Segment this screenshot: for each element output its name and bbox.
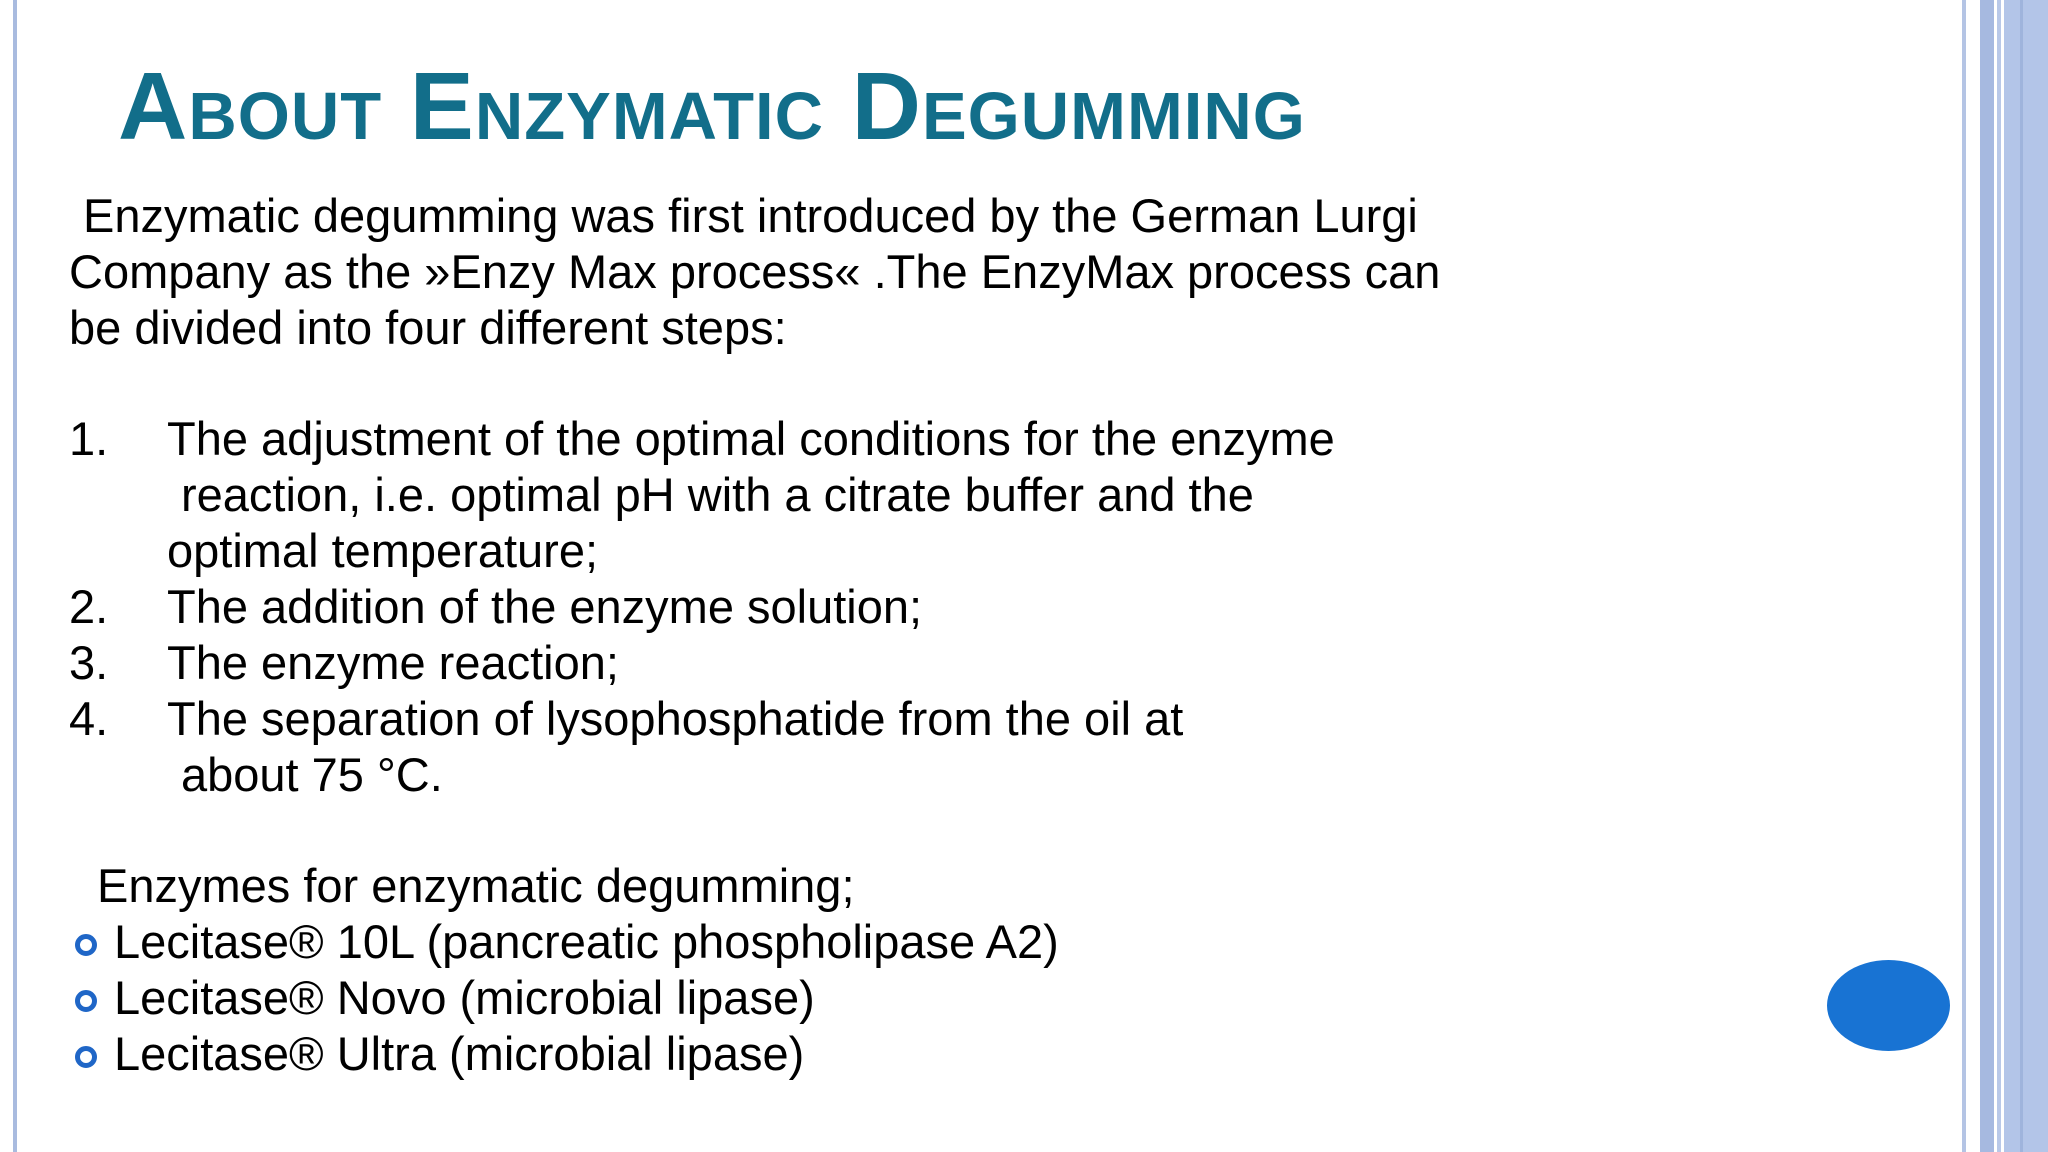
step-text: The adjustment of the optimal conditions for the enzyme [167, 412, 1335, 465]
enzyme-label: Lecitase® 10L (pancreatic phospholipase A2) [114, 915, 1059, 968]
intro-line: Company as the »Enzy Max process« .The EnzyMax process can [69, 245, 1441, 298]
step-text: The addition of the enzyme solution; [167, 580, 923, 633]
right-stripe [1962, 0, 1966, 1152]
step-text: reaction, i.e. optimal pH with a citrate buffer and the [181, 468, 1254, 521]
right-stripe [1980, 0, 1994, 1152]
enzyme-item [69, 1026, 1059, 1082]
step-text: The separation of lysophosphatide from the oil at [167, 692, 1184, 745]
hollow-circle-bullet-icon [75, 934, 97, 956]
steps-list [69, 411, 1335, 803]
enzyme-label: Lecitase® Novo (microbial lipase) [114, 971, 815, 1024]
step-item [69, 691, 1335, 803]
enzyme-label: Lecitase® Ultra (microbial lipase) [114, 1027, 805, 1080]
enzymes-list [69, 914, 1059, 1082]
step-number: 2. [69, 580, 109, 633]
step-text: optimal temperature; [167, 524, 599, 577]
step-item [69, 635, 1335, 691]
step-text: The enzyme reaction; [167, 636, 619, 689]
step-item [69, 579, 1335, 635]
right-stripe [1997, 0, 2001, 1152]
hollow-circle-bullet-icon [75, 1046, 97, 1068]
right-stripe [2020, 0, 2023, 1152]
intro-paragraph [69, 188, 1440, 356]
left-border-line [13, 0, 17, 1152]
step-number: 4. [69, 692, 109, 745]
intro-line: be divided into four different steps: [69, 301, 787, 354]
hollow-circle-bullet-icon [75, 990, 97, 1012]
step-text: about 75 °C. [181, 748, 443, 801]
intro-line: Enzymatic degumming was first introduced by the German Lurgi [83, 189, 1418, 242]
enzyme-item [69, 970, 1059, 1026]
step-number: 1. [69, 412, 109, 465]
enzyme-item [69, 914, 1059, 970]
enzymes-heading: Enzymes for enzymatic degumming; [97, 859, 855, 912]
right-stripe [2004, 0, 2048, 1152]
step-number: 3. [69, 636, 109, 689]
left-edge-margin [0, 0, 9, 1152]
step-item [69, 411, 1335, 579]
slide-title: About Enzymatic Degumming [118, 53, 1306, 160]
blue-oval-button[interactable] [1827, 960, 1950, 1051]
